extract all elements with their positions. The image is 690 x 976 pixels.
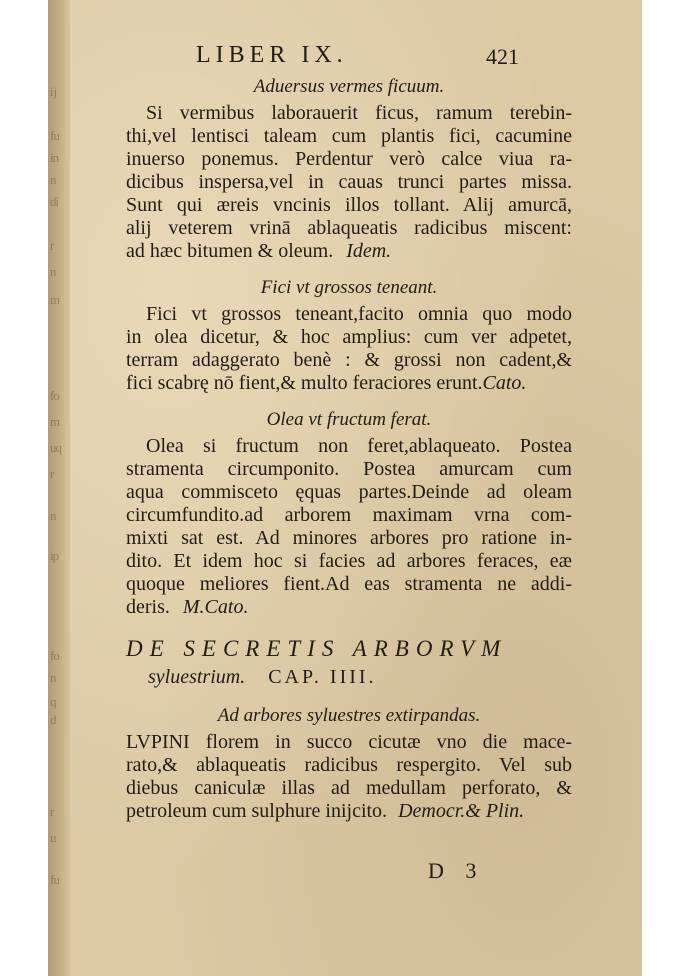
section-heading: Ad arbores syluestres extirpandas. [217,705,481,726]
bleed-through-mark: r [50,466,54,481]
text-line [126,372,572,395]
bleed-through-mark: fu [50,128,59,143]
section-heading: Aduersus vermes ficuum. [253,76,445,97]
bleed-through-mark: r [50,804,54,819]
bleed-through-mark: ĳ [50,84,57,99]
text-line: stramenta circumponito. Postea amurcam cum [126,458,572,480]
bleed-through-mark: in [50,150,59,165]
text-line: terram adaggerato benè : & grossi non cadent,& [126,349,572,371]
text-block [126,72,572,823]
text-line: aqua commisceto ęquas partes.Deinde ad oleam [126,481,572,503]
book-page [48,0,642,976]
spacer [126,263,572,273]
text-line-content: ad hæc bitumen & oleum. [126,240,334,262]
running-head [48,40,642,74]
text-line: LVPINI florem in succo cicutæ vno die mace- [126,731,572,753]
text-line: Sunt qui æreis vncinis illos tollant. Alij amurcā, [126,194,572,216]
text-line [126,800,572,823]
source-citation: Cato. [482,372,527,394]
bleed-through-mark: n [50,670,56,685]
text-line: Fici vt grossos teneant,facito omnia quo modo [146,303,572,325]
spacer [126,691,572,701]
bleed-through-mark: u [50,830,56,845]
bleed-through-mark: fo [50,648,59,663]
source-citation: Idem. [346,240,392,262]
text-line-content: petroleum cum sulphure inijcito. [126,800,388,822]
bleed-through-mark: di [50,194,59,209]
bleed-through-mark: d [50,712,56,727]
text-line: dicibus inspersa,vel in cauas trunci partes missa. [126,171,572,193]
chapter-number: CAP. IIII. [268,666,377,688]
source-citation: M.Cato. [182,596,249,618]
bleed-through-mark: n [50,172,56,187]
text-line [126,240,572,263]
chapter-subtitle-line [126,663,572,691]
bleed-through-mark: fu [50,872,59,887]
spacer [126,395,572,405]
spacer [126,619,572,635]
text-line: alij veterem vrinā ablaqueatis radicibus miscent: [126,217,572,239]
page-gutter [48,0,70,976]
text-line: inuerso ponemus. Perdentur verò calce viua ra- [126,148,572,170]
bleed-through-mark: uq [50,440,61,455]
section-heading: Fici vt grossos teneant. [260,277,438,298]
bleed-through-mark: fo [50,388,59,403]
text-line-content: fici scabrę nō fient,& multo feraciores erunt. [126,372,483,394]
source-citation: Democr.& Plin. [398,800,525,822]
text-line: mixti sat est. Ad minores arbores pro ratione in- [126,527,572,549]
text-line-content: deris. [126,596,170,618]
text-line: rato,& ablaqueatis radicibus respergito. Vel sub [126,754,572,776]
running-title: LIBER IX. [196,42,348,68]
text-line [126,596,572,619]
section-heading: Olea vt fructum ferat. [266,409,432,430]
bleed-through-mark: m [50,292,60,307]
bleed-through-mark: m [50,414,60,429]
bleed-through-mark: q [50,694,56,709]
text-line: Olea si fructum non feret,ablaqueato. Postea [146,435,572,457]
text-line: in olea dicetur, & hoc amplius: cum ver adpetet, [126,326,572,348]
signature-mark: D 3 [428,858,485,883]
text-line: thi,vel lentisci taleam cum plantis fici, cacumine [126,125,572,147]
text-line: Si vermibus laborauerit ficus, ramum terebin- [146,102,572,124]
chapter-title: DE SECRETIS ARBORVM [126,636,508,661]
page-number: 421 [486,44,519,69]
bleed-through-mark: n [50,264,56,279]
bleed-through-mark: r [50,238,54,253]
bleed-through-mark: ip [50,548,59,563]
bleed-through-mark: n [50,508,56,523]
text-line: quoque meliores fient.Ad eas stramenta ne addi- [126,573,572,595]
text-line: circumfundito.ad arborem maximam vrna com- [126,504,572,526]
text-line: diebus caniculæ illas ad medullam perforato, & [126,777,572,799]
chapter-subtitle: syluestrium. [148,666,246,688]
text-line: dito. Et idem hoc si facies ad arbores feraces, eæ [126,550,572,572]
